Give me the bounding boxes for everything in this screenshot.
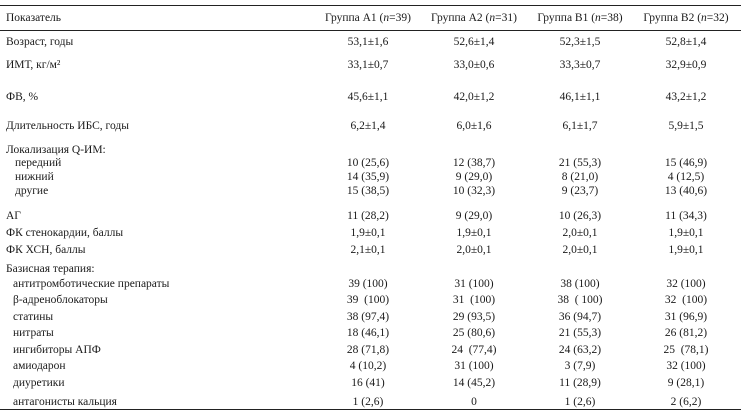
header-group-4 xyxy=(643,11,728,25)
table-top-rule xyxy=(0,5,741,6)
cell-value: 11 (28,2) xyxy=(347,210,389,222)
cell-value: 32,9±0,9 xyxy=(665,59,707,71)
row-label: диуретики xyxy=(13,377,65,389)
header-param: Показатель xyxy=(6,12,62,24)
group-n-value: =32) xyxy=(706,12,729,24)
row-label: антитромботические препараты xyxy=(13,278,170,290)
cell-value: 14 (45,2) xyxy=(452,377,496,389)
cell-value: 10 (25,6) xyxy=(346,157,390,169)
row-label: Базисная терапия: xyxy=(6,263,95,275)
row-label: Длительность ИБС, годы xyxy=(6,120,129,132)
cell-value: 2,0±0,1 xyxy=(562,227,598,239)
cell-value: 29 (93,5) xyxy=(452,311,496,323)
row-label: ингибиторы АПФ xyxy=(13,344,101,356)
cell-value: 31 (100) xyxy=(454,360,494,372)
cell-value: 3 (7,9) xyxy=(564,360,596,372)
cell-value: 25 (78,1) xyxy=(663,344,709,356)
cell-value: 39 (100) xyxy=(346,294,390,306)
cell-value: 52,6±1,4 xyxy=(453,36,495,48)
row-label: нижний xyxy=(15,171,54,183)
cell-value: 15 (38,5) xyxy=(346,185,390,197)
cell-value: 4 (12,5) xyxy=(667,171,705,183)
cell-value: 24 (63,2) xyxy=(558,344,602,356)
cell-value: 6,0±1,6 xyxy=(456,120,492,132)
cell-value: 2 (6,2) xyxy=(670,396,702,408)
cell-value: 11 (34,3) xyxy=(665,210,707,222)
group-n-label: n xyxy=(595,12,601,24)
group-n-value: =39) xyxy=(389,12,411,24)
cell-value: 1,9±0,1 xyxy=(668,244,704,256)
cell-value: 45,6±1,1 xyxy=(347,91,389,103)
cell-value: 32 (100) xyxy=(666,360,706,372)
cell-value: 32 (100) xyxy=(666,278,706,290)
cell-value: 38 (100) xyxy=(560,278,600,290)
row-label: другие xyxy=(15,185,49,197)
cell-value: 18 (46,1) xyxy=(346,327,390,339)
row-label: ИМТ, кг/м² xyxy=(6,59,61,71)
cell-value: 2,0±0,1 xyxy=(562,244,598,256)
cell-value: 6,2±1,4 xyxy=(350,120,386,132)
cell-value: 9 (28,1) xyxy=(667,377,705,389)
row-label: антагонисты кальция xyxy=(13,396,117,408)
cell-value: 1,9±0,1 xyxy=(668,227,704,239)
table-header-rule xyxy=(0,30,741,31)
cell-value: 9 (29,0) xyxy=(455,210,493,222)
cell-value: 53,1±1,6 xyxy=(347,36,389,48)
cell-value: 46,1±1,1 xyxy=(559,91,601,103)
cell-value: 14 (35,9) xyxy=(346,171,390,183)
cell-value: 10 (32,3) xyxy=(452,185,496,197)
cell-value: 21 (55,3) xyxy=(558,157,602,169)
row-label: нитраты xyxy=(13,327,54,339)
row-label: амиодарон xyxy=(13,360,66,372)
cell-value: 33,1±0,7 xyxy=(347,59,389,71)
cell-value: 26 (81,2) xyxy=(664,327,708,339)
cell-value: 11 (28,9) xyxy=(559,377,601,389)
cell-value: 25 (80,6) xyxy=(452,327,496,339)
cell-value: 12 (38,7) xyxy=(452,157,496,169)
cell-value: 24 (77,4) xyxy=(451,344,497,356)
group-n-label: n xyxy=(383,12,390,24)
cell-value: 15 (46,9) xyxy=(664,157,708,169)
row-label: ФВ, % xyxy=(6,91,39,103)
group-n-label: n xyxy=(489,12,496,24)
cell-value: 31 (96,9) xyxy=(664,311,708,323)
cell-value: 13 (40,6) xyxy=(664,185,708,197)
header-group-2 xyxy=(431,11,517,25)
row-label: ФК стенокардии, баллы xyxy=(6,227,124,239)
cell-value: 1,9±0,1 xyxy=(350,227,386,239)
row-label: ФК ХСН, баллы xyxy=(6,244,86,256)
cell-value: 0 xyxy=(471,396,477,408)
header-group-3 xyxy=(537,11,622,25)
cell-value: 32 (100) xyxy=(664,294,708,306)
cell-value: 9 (29,0) xyxy=(455,171,493,183)
cell-value: 2,0±0,1 xyxy=(456,244,492,256)
row-label: β-адреноблокаторы xyxy=(13,294,108,306)
cell-value: 33,3±0,7 xyxy=(559,59,601,71)
group-n-value: =38) xyxy=(600,12,623,24)
cell-value: 1 (2,6) xyxy=(352,396,384,408)
row-label: Возраст, годы xyxy=(6,36,74,48)
group-name: Группа А2 ( xyxy=(431,12,490,24)
cell-value: 38 ( 100) xyxy=(557,294,603,306)
cell-value: 16 (41) xyxy=(351,377,385,389)
row-label: Локализация Q-ИМ: xyxy=(6,144,106,156)
cell-value: 52,8±1,4 xyxy=(665,36,707,48)
cell-value: 43,2±1,2 xyxy=(665,91,707,103)
row-label: АГ xyxy=(6,210,21,222)
row-label: передний xyxy=(15,157,62,169)
cell-value: 28 (71,8) xyxy=(346,344,390,356)
cell-value: 33,0±0,6 xyxy=(453,59,495,71)
cell-value: 5,9±1,5 xyxy=(668,120,704,132)
cell-value: 10 (26,3) xyxy=(558,210,602,222)
group-name: Группа А1 ( xyxy=(325,12,384,24)
cell-value: 39 (100) xyxy=(348,278,388,290)
cell-value: 2,1±0,1 xyxy=(350,244,386,256)
row-label: статины xyxy=(13,311,54,323)
group-n-label: n xyxy=(701,12,707,24)
cell-value: 1 (2,6) xyxy=(564,396,596,408)
cell-value: 8 (21,0) xyxy=(561,171,599,183)
cell-value: 42,0±1,2 xyxy=(453,91,495,103)
cell-value: 1,9±0,1 xyxy=(456,227,492,239)
cell-value: 31 (100) xyxy=(454,278,494,290)
cell-value: 4 (10,2) xyxy=(349,360,387,372)
table-bottom-rule xyxy=(0,409,741,410)
cell-value: 9 (23,7) xyxy=(561,185,599,197)
cell-value: 38 (97,4) xyxy=(346,311,390,323)
group-n-value: =31) xyxy=(495,12,517,24)
header-group-1 xyxy=(325,11,411,25)
cell-value: 52,3±1,5 xyxy=(559,36,601,48)
cell-value: 36 (94,7) xyxy=(558,311,602,323)
cell-value: 31 (100) xyxy=(452,294,496,306)
cell-value: 21 (55,3) xyxy=(558,327,602,339)
group-name: Группа В1 ( xyxy=(537,12,596,24)
cell-value: 6,1±1,7 xyxy=(562,120,598,132)
group-name: Группа В2 ( xyxy=(643,12,702,24)
